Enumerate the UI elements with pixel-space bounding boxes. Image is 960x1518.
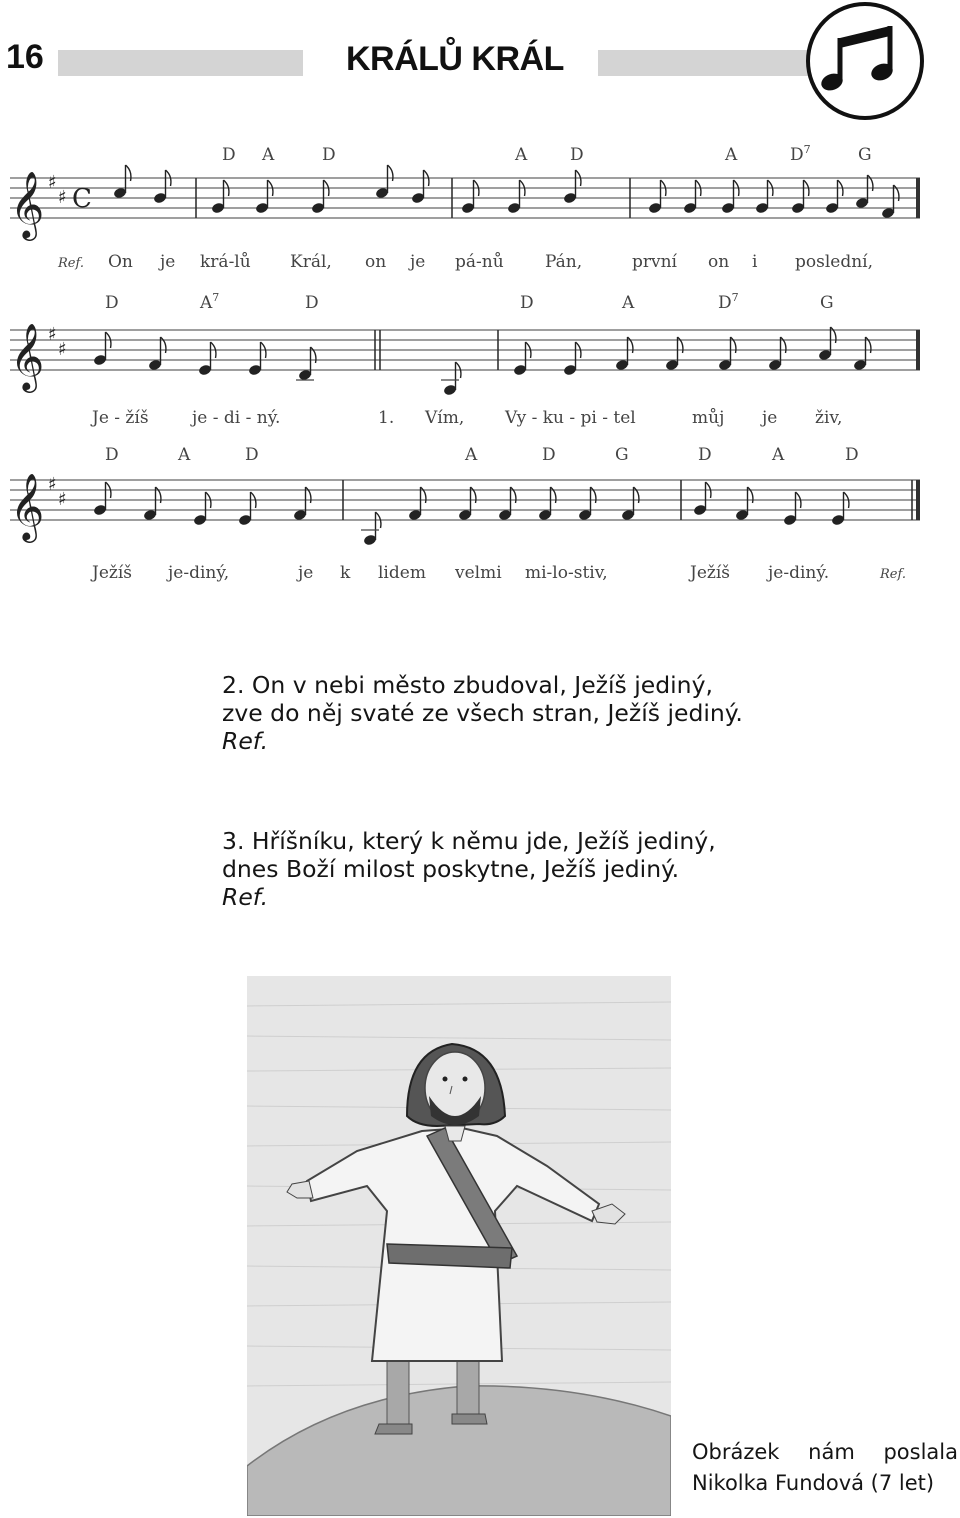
chord-symbol: G	[820, 293, 834, 313]
chord-ext: 7	[803, 143, 811, 156]
sheet-music	[0, 130, 960, 600]
chord-symbol: A	[515, 145, 528, 165]
drawing-caption	[692, 1437, 958, 1499]
lyrics	[57, 252, 906, 583]
chord-symbol: A	[262, 145, 275, 165]
refrain-mark: Ref.	[222, 883, 269, 911]
lyric-syllable: Ref.	[58, 256, 84, 271]
chord-symbol: D	[322, 145, 336, 165]
lyric-syllable: 1.	[378, 408, 395, 428]
lyric-syllable: i	[752, 252, 758, 272]
chord-symbol: D	[570, 145, 584, 165]
child-drawing-jesus	[247, 976, 671, 1516]
lyric-syllable: on	[708, 252, 730, 272]
lyric-syllable: pá-nů	[455, 252, 504, 272]
lyric-syllable: je	[298, 563, 314, 583]
chord-symbol: D	[520, 293, 534, 313]
chord-symbol: D	[245, 445, 259, 465]
caption-word: poslala	[883, 1440, 958, 1464]
clefs	[10, 170, 92, 543]
caption-line-1	[692, 1437, 958, 1468]
verse-line: 2. On v nebi město zbudoval, Ježíš jediný,	[222, 671, 713, 699]
chord-symbol: $A^7$	[200, 291, 220, 313]
chord-ext: 7	[731, 291, 739, 304]
lyric-syllable: je-diný,	[168, 563, 230, 583]
chord-symbol: D	[105, 445, 119, 465]
refrain-mark: Ref.	[222, 727, 269, 755]
barlines	[196, 178, 918, 520]
verse-3	[222, 827, 716, 911]
lyric-syllable: Ref.	[880, 567, 906, 582]
chord-symbol: A	[772, 445, 785, 465]
chord-symbol: $D^7$	[718, 291, 739, 313]
chord-symbol: A	[725, 145, 738, 165]
lyric-syllable: velmi	[455, 563, 502, 583]
lyric-syllable: On	[108, 252, 133, 272]
page-title: KRÁLŮ KRÁL	[346, 40, 564, 78]
header-bar-right	[598, 50, 810, 76]
lyric-syllable: Je - žíš	[92, 408, 149, 428]
chord-symbol: D	[542, 445, 556, 465]
caption-word: Obrázek	[692, 1440, 780, 1464]
lyric-syllable: k	[340, 563, 351, 583]
sharp-icon: ♯	[58, 489, 67, 510]
lyric-syllable: krá-lů	[200, 252, 251, 272]
sharp-icon: ♯	[58, 187, 67, 208]
lyric-syllable: je	[410, 252, 426, 272]
lyric-syllable: Král,	[290, 252, 332, 272]
lyric-syllable: Pán,	[545, 252, 583, 272]
lyric-syllable: je	[762, 408, 778, 428]
lyric-syllable: Ježíš	[92, 563, 132, 583]
chord-symbol: G	[858, 145, 872, 165]
treble-clef-icon: 𝄞	[10, 322, 45, 390]
lyric-syllable: živ,	[815, 408, 843, 428]
lyric-syllable: je	[160, 252, 176, 272]
verse-line: zve do něj svaté ze všech stran, Ježíš jediný.	[222, 699, 743, 727]
caption-line-2: Nikolka Fundová (7 let)	[692, 1471, 935, 1495]
chord-symbol: A	[178, 445, 191, 465]
lyric-syllable: mi-lo-stiv,	[525, 563, 608, 583]
lyric-syllable: Ježíš	[690, 563, 730, 583]
chord-symbol: D	[305, 293, 319, 313]
music-badge	[806, 2, 924, 120]
chord-symbol: D	[222, 145, 236, 165]
page-number: 16	[6, 38, 44, 76]
chord-symbol: D	[105, 293, 119, 313]
sharp-icon: ♯	[48, 172, 57, 193]
chord-symbol: A	[465, 445, 478, 465]
sharp-icon: ♯	[48, 324, 57, 345]
time-signature: C	[72, 184, 92, 214]
verse-2	[222, 671, 743, 755]
verse-line: dnes Boží milost poskytne, Ježíš jediný.	[222, 855, 680, 883]
music-notes-icon	[810, 6, 920, 116]
sharp-icon: ♯	[58, 339, 67, 360]
chord-symbol: A	[622, 293, 635, 313]
chord-ext: 7	[212, 291, 220, 304]
sharp-icon: ♯	[48, 474, 57, 495]
lyric-syllable: lidem	[378, 563, 426, 583]
lyric-syllable: poslední,	[795, 252, 874, 272]
caption-word: nám	[808, 1440, 855, 1464]
lyric-syllable: Vím,	[425, 408, 465, 428]
chord-symbol: G	[615, 445, 629, 465]
staff-lines	[10, 178, 920, 520]
chord-symbol: $D^7$	[790, 143, 811, 165]
notes	[93, 165, 899, 546]
lyric-syllable: Vy - ku - pi - tel	[505, 408, 636, 428]
lyric-syllable: první	[632, 252, 677, 272]
lyric-syllable: on	[365, 252, 387, 272]
lyric-syllable: je-diný.	[768, 563, 830, 583]
verse-line: 3. Hříšníku, který k němu jde, Ježíš jediný,	[222, 827, 716, 855]
chord-symbol: D	[698, 445, 712, 465]
treble-clef-icon: 𝄞	[10, 472, 45, 540]
chord-symbol: D	[845, 445, 859, 465]
lyric-syllable: můj	[692, 408, 725, 428]
lyric-syllable: je - di - ný.	[192, 408, 281, 428]
treble-clef-icon: 𝄞	[10, 170, 45, 238]
header-bar-left	[58, 50, 303, 76]
